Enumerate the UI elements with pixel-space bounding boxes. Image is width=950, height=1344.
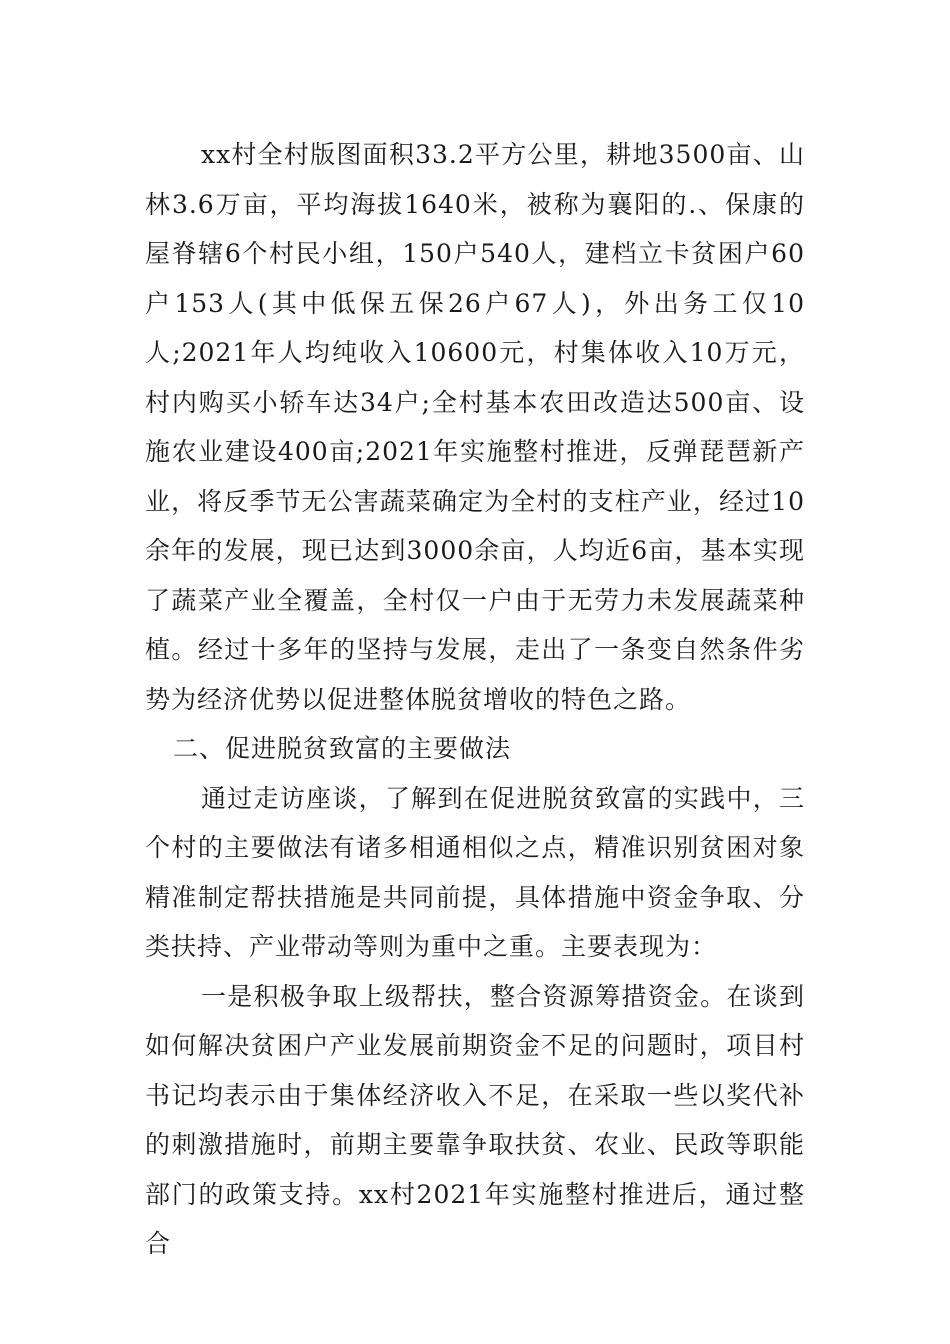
document-body bbox=[145, 130, 805, 1269]
paragraph-funding-measures: 一是积极争取上级帮扶，整合资源筹措资金。在谈到如何解决贫困户产业发展前期资金不足的问题时，项目村书记均表示由于集体经济收入不足，在采取一些以奖代补的刺激措施时，前期主要靠争取扶贫、农业、民政等职能部门的政策支持。xx村2021年实施整村推进后，通过整合 bbox=[145, 981, 805, 1258]
paragraph-village-overview: xx村全村版图面积33.2平方公里，耕地3500亩、山林3.6万亩，平均海拔1640米，被称为襄阳的.、保康的屋脊辖6个村民小组，150户540人，建档立卡贫困户60户153人(其中低保五保26户67人)，外出务工仅10人;2021年人均纯收入10600元，村集体收入10万元，村内购买小轿车达34户;全村基本农田改造达500亩、设施农业建设400亩;2021年实施整村推进，反弹琵琶新产业，将反季节无公害蔬菜确定为全村的支柱产业，经过10余年的发展，现已达到3000余亩，人均近6亩，基本实现了蔬菜产业全覆盖，全村仅一户由于无劳力未发展蔬菜种植。经过十多年的坚持与发展，走出了一条变自然条件劣势为经济优势以促进整体脱贫增收的特色之路。 bbox=[145, 140, 805, 714]
section-heading-main-practices: 二、促进脱贫致富的主要做法 bbox=[173, 734, 512, 763]
paragraph-interview-findings: 通过走访座谈，了解到在促进脱贫致富的实践中，三个村的主要做法有诸多相通相似之点，精准识别贫困对象精准制定帮扶措施是共同前提，具体措施中资金争取、分类扶持、产业带动等则为重中之重。主要表现为： bbox=[145, 783, 805, 961]
